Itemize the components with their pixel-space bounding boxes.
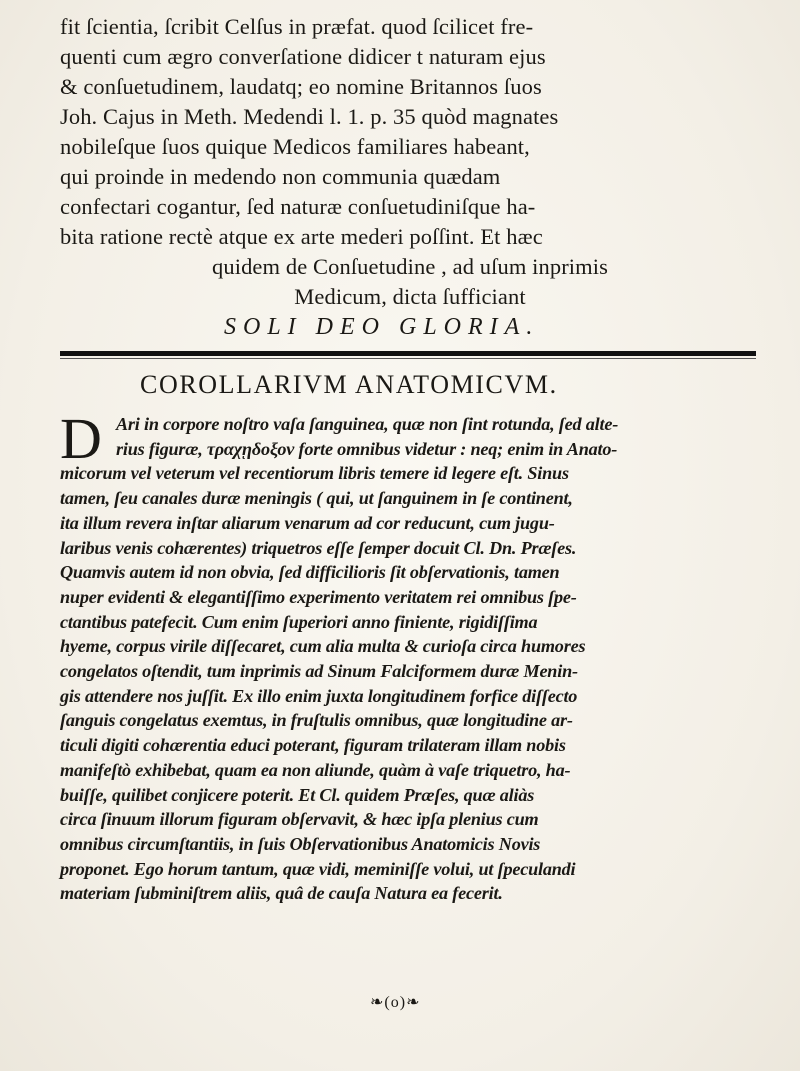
end-ornament: ❧(o)❧	[370, 994, 421, 1011]
text-line: gis attendere nos juſſit. Ex illo enim juxta longitudinem forfice diſſecto	[60, 685, 578, 706]
text-line: bita ratione rectè atque ex arte mederi poſſint. Et hæc	[60, 224, 543, 249]
section-rule-thin	[60, 358, 756, 359]
text-line: hyeme, corpus virile diſſecaret, cum alia multa & curioſa circa humores	[60, 636, 586, 657]
text-line: quidem de Conſuetudine , ad uſum inprimis	[212, 254, 608, 279]
text-line: ctantibus patefecit. Cum enim ſuperiori anno finiente, rigidiſſima	[60, 611, 538, 632]
closing-dedication: SOLI DEO GLORIA.	[224, 314, 540, 340]
text-line: laribus venis cohærentes) triquetros eſſe ſemper docuit Cl. Dn. Præſes.	[60, 537, 577, 558]
text-line: Joh. Cajus in Meth. Medendi l. 1. p. 35 quòd magnates	[60, 104, 559, 129]
text-line: tamen, ſeu canales duræ meningis ( qui, ut ſanguinem in ſe continent,	[60, 488, 573, 509]
text-line: circa ſinuum illorum figuram obſervavit, & hæc ipſa plenius cum	[60, 809, 539, 830]
text-line: micorum vel veterum vel recentiorum libris temere id legere eſt. Sinus	[60, 463, 569, 484]
text-line: buiſſe, quilibet conjicere poterit. Et Cl. quidem Præſes, quæ aliàs	[60, 784, 535, 805]
text-line: ticuli digiti cohærentia educi poterant, figuram trilateram illam nobis	[60, 735, 566, 756]
text-line: proponet. Ego horum tantum, quæ vidi, meminiſſe volui, ut ſpeculandi	[60, 858, 576, 879]
text-line: Medicum, dicta ſufficiant	[294, 284, 526, 309]
text-line: quenti cum ægro converſatione didicer t naturam ejus	[60, 44, 546, 69]
section-rule	[60, 351, 756, 356]
drop-cap: D	[60, 406, 102, 471]
text-line: ita illum revera inſtar aliarum venarum ad cor reducunt, cum jugu-	[60, 512, 555, 533]
preceding-text	[60, 12, 760, 312]
text-line: fit ſcientia, ſcribit Celſus in præfat. quod ſcilicet fre-	[60, 14, 534, 39]
text-line: nuper evidenti & elegantiſſimo experimento veritatem rei omnibus ſpe-	[60, 586, 577, 607]
text-line: confectari cogantur, ſed naturæ conſuetudiniſque ha-	[60, 194, 536, 219]
corollary-text	[60, 406, 760, 906]
text-line: rius figuræ, τραχῃδοξον forte omnibus videtur : neq; enim in Anato-	[116, 438, 618, 459]
text-line: omnibus circumſtantiis, in ſuis Obſervationibus Anatomicis Novis	[60, 833, 541, 854]
text-line: manifeſtò exhibebat, quam ea non aliunde, quàm à vaſe triquetro, ha-	[60, 759, 571, 780]
text-line: ſanguis congelatus exemtus, in fruſtulis omnibus, quæ longitudine ar-	[60, 710, 573, 731]
text-line: congelatos oſtendit, tum inprimis ad Sinum Falciformem duræ Menin-	[60, 661, 578, 682]
text-line: nobileſque ſuos quique Medicos familiares habeant,	[60, 134, 530, 159]
text-line: materiam ſubminiſtrem aliis, quâ de cauſa Natura ea fecerit.	[60, 883, 503, 904]
text-line: & conſuetudinem, laudatq; eo nomine Britannos ſuos	[60, 74, 542, 99]
text-line: Quamvis autem id non obvia, ſed difficilioris ſit obſervationis, tamen	[60, 562, 560, 583]
text-line: Ari in corpore noſtro vaſa ſanguinea, quæ non ſint rotunda, ſed alte-	[116, 414, 619, 434]
text-line: qui proinde in medendo non communia quædam	[60, 164, 501, 189]
section-heading: COROLLARIVM ANATOMICVM.	[140, 370, 558, 399]
